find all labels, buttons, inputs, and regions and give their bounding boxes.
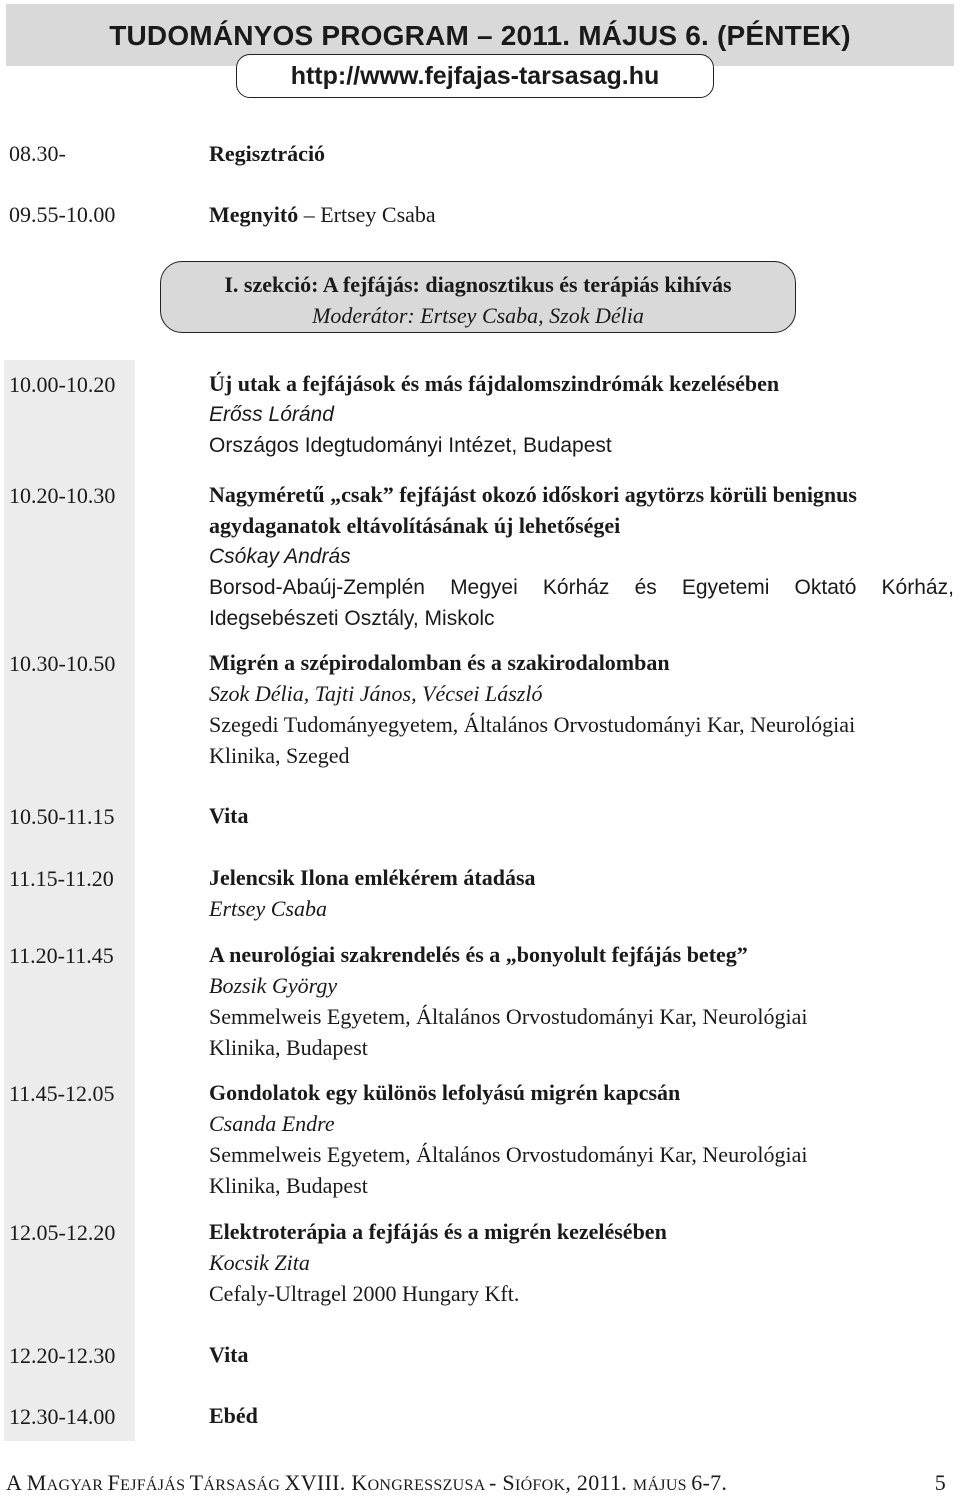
program-title: TUDOMÁNYOS PROGRAM – 2011. MÁJUS 6. (PÉNTEK) <box>109 20 851 51</box>
talk-entry <box>209 368 779 461</box>
talk-entry <box>209 939 808 1063</box>
talk-speakers: Erőss Lóránd <box>209 403 334 426</box>
talk-affiliation: Országos Idegtudományi Intézet, Budapest <box>209 434 612 457</box>
talk-entry <box>209 1077 808 1201</box>
talk-time: 11.15-11.20 <box>9 866 114 891</box>
talk-affiliation-line <box>209 572 954 603</box>
talk-entry <box>209 647 855 771</box>
schedule-entry: Megnyitó – Ertsey Csaba <box>209 202 436 227</box>
talk-time: 10.00-10.20 <box>9 372 116 397</box>
affiliation-word: Borsod-Abaúj-Zemplén <box>209 576 425 599</box>
talk-title-line: agydaganatok eltávolításának új lehetőségei <box>209 513 621 538</box>
talk-speakers: Ertsey Csaba <box>209 896 327 921</box>
talk-speakers: Csanda Endre <box>209 1111 335 1136</box>
affiliation-word: Oktató <box>794 576 857 599</box>
affiliation-word: Kórház <box>542 576 610 599</box>
affiliation-word: Kórház, <box>881 576 954 599</box>
schedule-time: 09.55-10.00 <box>9 202 116 227</box>
talk-time: 11.20-11.45 <box>9 943 114 968</box>
talk-entry <box>209 862 536 924</box>
talk-time: 12.05-12.20 <box>9 1220 116 1245</box>
talk-affiliation-line: Klinika, Budapest <box>209 1173 368 1198</box>
talk-time: 11.45-12.05 <box>9 1081 115 1106</box>
talk-title: Vita <box>209 803 249 828</box>
time-column-shading <box>4 360 135 1441</box>
talk-title: Vita <box>209 1342 249 1367</box>
talk-speakers: Szok Délia, Tajti János, Vécsei László <box>209 681 543 706</box>
talk-title: Elektroterápia a fejfájás és a migrén kezelésében <box>209 1219 667 1244</box>
talk-affiliation-line: Klinika, Budapest <box>209 1035 368 1060</box>
talk-speakers: Csókay András <box>209 545 351 568</box>
footer-text: A MAGYAR FEJFÁJÁS TÁRSASÁG XVIII. KONGRESSZUSA - SIÓFOK, 2011. MÁJUS 6-7. <box>6 1470 728 1495</box>
schedule-title: Regisztráció <box>209 141 326 166</box>
talk-affiliation-line: Semmelweis Egyetem, Általános Orvostudományi Kar, Neurológiai <box>209 1142 808 1167</box>
section-moderator: Moderátor: Ertsey Csaba, Szok Délia <box>312 303 644 328</box>
affiliation-word: és <box>634 576 657 599</box>
page-footer <box>6 1470 954 1496</box>
talk-speakers: Kocsik Zita <box>209 1250 310 1275</box>
talk-title: Új utak a fejfájások és más fájdalomszindrómák kezelésében <box>209 371 780 396</box>
talk-time: 10.30-10.50 <box>9 651 116 676</box>
talk-affiliation-line: Semmelweis Egyetem, Általános Orvostudományi Kar, Neurológiai <box>209 1004 808 1029</box>
talk-time: 10.20-10.30 <box>9 483 116 508</box>
talk-title: A neurológiai szakrendelés és a „bonyolult fejfájás beteg” <box>209 942 748 967</box>
talk-entry <box>209 479 954 634</box>
schedule-title: Megnyitó <box>209 202 299 227</box>
talk-speakers: Bozsik György <box>209 973 338 998</box>
schedule-speaker: Ertsey Csaba <box>320 202 436 227</box>
talk-title: Migrén a szépirodalomban és a szakirodalomban <box>209 650 670 675</box>
affiliation-word: Egyetemi <box>681 576 770 599</box>
talk-title-line: Nagyméretű „csak” fejfájást okozó időskori agytörzs körüli benignus <box>209 482 857 507</box>
talk-entry <box>209 1216 667 1309</box>
schedule-time: 08.30- <box>9 141 66 166</box>
talk-affiliation: Cefaly-Ultragel 2000 Hungary Kft. <box>209 1281 520 1306</box>
page-number: 5 <box>934 1470 946 1495</box>
talk-time: 10.50-11.15 <box>9 804 115 829</box>
talk-title: Ebéd <box>209 1403 258 1428</box>
section-title: I. szekció: A fejfájás: diagnosztikus és terápiás kihívás <box>224 272 732 297</box>
talk-affiliation-line: Idegsebészeti Osztály, Miskolc <box>209 607 495 630</box>
talk-title: Gondolatok egy különös lefolyású migrén kapcsán <box>209 1080 681 1105</box>
talk-title: Jelencsik Ilona emlékérem átadása <box>209 865 536 890</box>
website-url[interactable]: http://www.fejfajas-tarsasag.hu <box>236 54 714 98</box>
talk-affiliation-line: Klinika, Szeged <box>209 743 350 768</box>
talk-affiliation-line: Szegedi Tudományegyetem, Általános Orvostudományi Kar, Neurológiai <box>209 712 856 737</box>
affiliation-word: Megyei <box>450 576 518 599</box>
section-box <box>160 261 796 333</box>
talk-time: 12.30-14.00 <box>9 1404 116 1429</box>
talk-time: 12.20-12.30 <box>9 1343 116 1368</box>
